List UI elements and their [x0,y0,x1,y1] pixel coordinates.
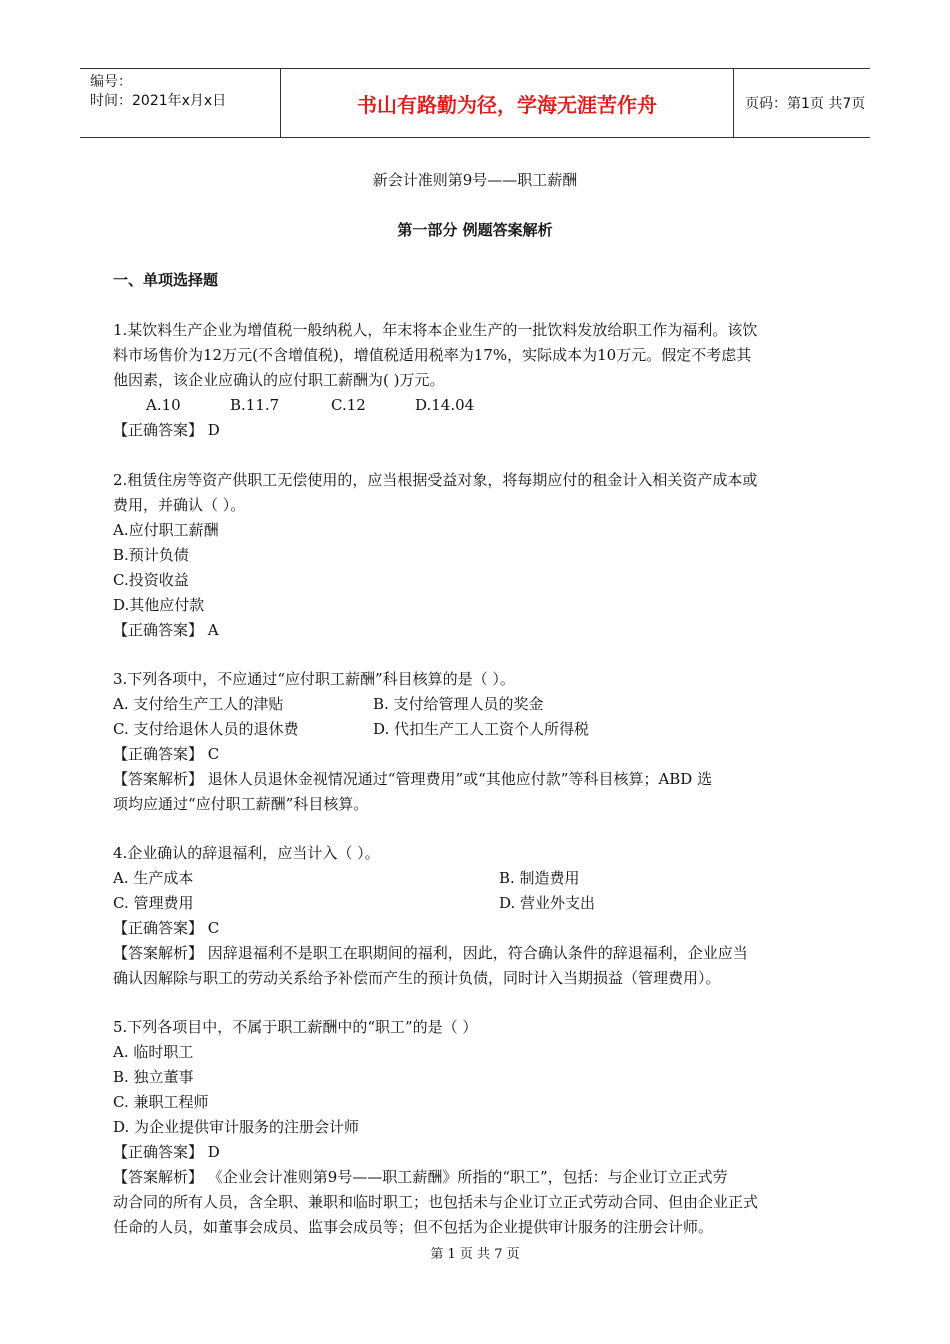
question-2-option-a: A.应付职工薪酬 [113,521,219,539]
question-4-option-a: A. 生产成本 [113,869,194,887]
question-5-option-c: C. 兼职工程师 [113,1093,209,1111]
document-title: 新会计准则第9号——职工薪酬 [372,171,578,189]
question-4-analysis-line-2: 确认因解除与职工的劳动关系给予补偿而产生的预计负债，同时计入当期损益（管理费用）。 [113,969,721,987]
question-3-analysis-line-1: 【答案解析】 退休人员退休金视情况通过“管理费用”或“其他应付款”等科目核算；ABD 选 [113,770,713,788]
question-1-line-1: 1.某饮料生产企业为增值税一般纳税人，年末将本企业生产的一批饮料发放给职工作为福利。该饮 [113,321,758,339]
document-time-label: 时间：2021年x月x日 [90,93,227,109]
question-4-option-d: D. 营业外支出 [499,894,596,912]
question-3-line-1: 3.下列各项中，不应通过“应付职工薪酬”科目核算的是（ ）。 [113,670,515,688]
question-5-option-d: D. 为企业提供审计服务的注册会计师 [113,1118,360,1136]
question-5-answer: 【正确答案】 D [113,1143,220,1161]
question-4-analysis-line-1: 【答案解析】 因辞退福利不是职工在职期间的福利，因此，符合确认条件的辞退福利，企业应当 [113,944,748,962]
question-1-option-d: D.14.04 [415,396,475,414]
question-1-answer: 【正确答案】 D [113,421,220,439]
question-2-answer: 【正确答案】 A [113,621,219,639]
page-footer: 第 1 页 共 7 页 [430,1247,520,1262]
question-1-option-c: C.12 [331,396,366,414]
question-3-analysis-line-2: 项均应通过“应付职工薪酬”科目核算。 [113,795,369,813]
question-4-line-1: 4.企业确认的辞退福利，应当计入（ ）。 [113,844,380,862]
question-1-option-a: A.10 [146,396,181,414]
question-1-line-2: 料市场售价为12万元(不含增值税)，增值税适用税率为17%，实际成本为10万元。假定不考虑其 [113,346,752,364]
header-page-label: 页码：第1页 共7页 [745,96,866,112]
header-motto: 书山有路勤为径，学海无涯苦作舟 [280,69,734,137]
question-2-option-b: B.预计负债 [113,546,189,564]
section-title: 一、单项选择题 [113,271,219,289]
question-1-option-b: B.11.7 [230,396,280,414]
part-title: 第一部分 例题答案解析 [397,221,553,239]
question-2-line-1: 2.租赁住房等资产供职工无偿使用的，应当根据受益对象，将每期应付的租金计入相关资产成本或 [113,471,758,489]
question-5-line-1: 5.下列各项目中，不属于职工薪酬中的“职工”的是（ ） [113,1018,478,1036]
question-5-analysis-line-2: 动合同的所有人员，含全职、兼职和临时职工；也包括未与企业订立正式劳动合同、但由企业正式 [113,1193,759,1211]
question-4-answer: 【正确答案】 C [113,919,220,937]
question-3-answer: 【正确答案】 C [113,745,220,763]
question-3-option-d: D. 代扣生产工人工资个人所得税 [373,720,590,738]
question-5-option-a: A. 临时职工 [113,1043,194,1061]
question-4-option-b: B. 制造费用 [499,869,580,887]
document-number-label: 编号： [90,74,132,90]
question-2-option-d: D.其他应付款 [113,596,205,614]
header-meta-cell [80,69,280,137]
question-5-analysis-line-3: 任命的人员，如董事会成员、监事会成员等；但不包括为企业提供审计服务的注册会计师。 [113,1218,714,1236]
question-5-analysis-line-1: 【答案解析】 《企业会计准则第9号——职工薪酬》所指的“职工”，包括：与企业订立正式劳 [113,1168,728,1186]
question-1-line-3: 他因素，该企业应确认的应付职工薪酬为( )万元。 [113,371,445,389]
question-2-line-2: 费用，并确认（ ）。 [113,496,246,514]
question-2-option-c: C.投资收益 [113,571,189,589]
question-3-option-a: A. 支付给生产工人的津贴 [113,695,284,713]
question-3-option-b: B. 支付给管理人员的奖金 [373,695,544,713]
question-3-option-c: C. 支付给退休人员的退休费 [113,720,299,738]
page-header-table [80,68,870,138]
question-4-option-c: C. 管理费用 [113,894,194,912]
question-5-option-b: B. 独立董事 [113,1068,194,1086]
